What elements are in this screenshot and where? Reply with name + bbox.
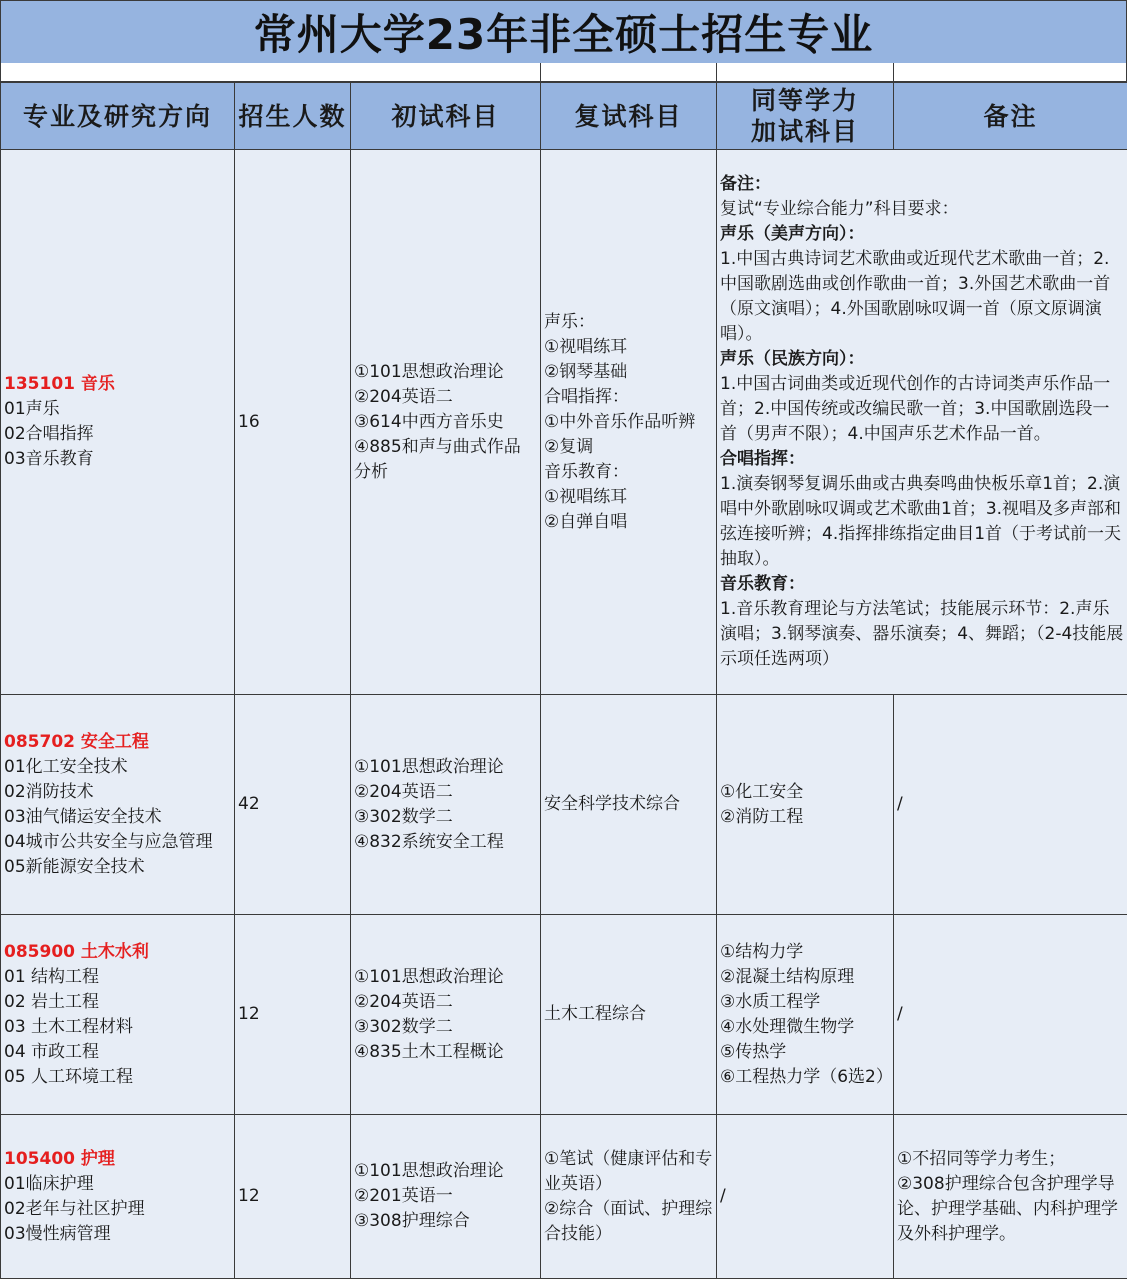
enrollment-cell: 12 <box>235 1115 351 1279</box>
retest-subjects-cell <box>541 695 717 915</box>
equivalent-subjects-cell <box>717 695 894 915</box>
initial-subjects-cell <box>351 915 541 1115</box>
direction-item: 05 人工环境工程 <box>4 1065 231 1090</box>
retest-item: ①笔试（健康评估和专业英语） <box>544 1147 713 1197</box>
header-enrollment: 招生人数 <box>235 83 351 150</box>
divider <box>540 63 541 81</box>
retest-item: 安全科学技术综合 <box>544 792 713 817</box>
direction-item: 03慢性病管理 <box>4 1222 231 1247</box>
retest-subjects-cell <box>541 1115 717 1279</box>
equivalent-item: ②消防工程 <box>720 805 890 830</box>
direction-item: 03 土木工程材料 <box>4 1015 231 1040</box>
retest-item: ②钢琴基础 <box>544 360 713 385</box>
music-remarks-cell <box>717 150 1127 695</box>
retest-subjects-cell <box>541 150 717 695</box>
equivalent-item: ⑤传热学 <box>720 1040 890 1065</box>
major-cell <box>1 1115 235 1279</box>
retest-item: 声乐： <box>544 310 713 335</box>
remarks-section-title: 合唱指挥： <box>720 447 1124 472</box>
equivalent-item: ①化工安全 <box>720 780 890 805</box>
direction-item: 05新能源安全技术 <box>4 855 231 880</box>
retest-item: ①视唱练耳 <box>544 485 713 510</box>
enrollment-cell: 16 <box>235 150 351 695</box>
subject-item: ①101思想政治理论 <box>354 965 537 990</box>
enrollment-cell: 42 <box>235 695 351 915</box>
subject-item: ③308护理综合 <box>354 1209 537 1234</box>
direction-item: 02老年与社区护理 <box>4 1197 231 1222</box>
remark-item: ①不招同等学力考生； <box>897 1147 1124 1172</box>
table-row <box>1 1115 1127 1279</box>
retest-item: 音乐教育： <box>544 460 713 485</box>
direction-item: 02消防技术 <box>4 780 231 805</box>
equivalent-item: ④水处理微生物学 <box>720 1015 890 1040</box>
retest-item: ②自弹自唱 <box>544 510 713 535</box>
subject-item: ④835土木工程概论 <box>354 1040 537 1065</box>
direction-item: 02合唱指挥 <box>4 422 231 447</box>
remarks-section-title: 音乐教育： <box>720 572 1124 597</box>
table-row <box>1 150 1127 695</box>
equivalent-item: ①结构力学 <box>720 940 890 965</box>
remarks-section-title: 声乐（美声方向）： <box>720 222 1124 247</box>
remarks-intro: 复试“专业综合能力”科目要求： <box>720 197 1124 222</box>
subject-item: ①101思想政治理论 <box>354 1159 537 1184</box>
subject-item: ①101思想政治理论 <box>354 755 537 780</box>
retest-item: ②综合（面试、护理综合技能） <box>544 1197 713 1247</box>
major-cell <box>1 150 235 695</box>
major-cell <box>1 915 235 1115</box>
major-code-name: 085702 安全工程 <box>4 730 231 755</box>
retest-item: 合唱指挥： <box>544 385 713 410</box>
direction-item: 04城市公共安全与应急管理 <box>4 830 231 855</box>
direction-item: 01声乐 <box>4 397 231 422</box>
subject-item: ①101思想政治理论 <box>354 360 537 385</box>
equivalent-subjects-cell: / <box>717 1115 894 1279</box>
remarks-section-text: 1.中国古典诗词艺术歌曲或近现代艺术歌曲一首；2.中国歌剧选曲或创作歌曲一首；3.外国艺术歌曲一首（原文演唱）；4.外国歌剧咏叹调一首（原文原调演唱）。 <box>720 247 1124 347</box>
retest-subjects-cell <box>541 915 717 1115</box>
major-code-name: 135101 音乐 <box>4 372 231 397</box>
remarks-section-text: 1.音乐教育理论与方法笔试；技能展示环节：2.声乐演唱；3.钢琴演奏、器乐演奏；4、舞蹈；（2-4技能展示项任选两项） <box>720 597 1124 672</box>
header-row <box>1 83 1127 150</box>
admissions-table <box>0 82 1127 1279</box>
header-initial-subjects: 初试科目 <box>351 83 541 150</box>
equivalent-subjects-cell <box>717 915 894 1115</box>
subject-item: ②204英语二 <box>354 780 537 805</box>
retest-item: ②复调 <box>544 435 713 460</box>
direction-item: 01化工安全技术 <box>4 755 231 780</box>
subject-item: ③614中西方音乐史 <box>354 410 537 435</box>
remarks-section-title: 声乐（民族方向）： <box>720 347 1124 372</box>
major-cell <box>1 695 235 915</box>
retest-item: ①中外音乐作品听辨 <box>544 410 713 435</box>
header-retest-subjects: 复试科目 <box>541 83 717 150</box>
major-code-name: 105400 护理 <box>4 1147 231 1172</box>
subject-item: ③302数学二 <box>354 805 537 830</box>
major-code-name: 085900 土木水利 <box>4 940 231 965</box>
retest-item: 土木工程综合 <box>544 1002 713 1027</box>
divider <box>716 63 717 81</box>
header-equivalent-subjects: 同等学力 加试科目 <box>717 83 894 150</box>
remarks-heading: 备注： <box>720 172 1124 197</box>
spacer-row <box>0 63 1127 82</box>
equivalent-item: ⑥工程热力学（6选2） <box>720 1065 890 1090</box>
retest-item: ①视唱练耳 <box>544 335 713 360</box>
direction-item: 03音乐教育 <box>4 447 231 472</box>
header-major: 专业及研究方向 <box>1 83 235 150</box>
subject-item: ③302数学二 <box>354 1015 537 1040</box>
subject-item: ④832系统安全工程 <box>354 830 537 855</box>
remarks-section-text: 1.中国古词曲类或近现代创作的古诗词类声乐作品一首；2.中国传统或改编民歌一首；3.中国歌剧选段一首（男声不限）；4.中国声乐艺术作品一首。 <box>720 372 1124 447</box>
divider <box>893 63 894 81</box>
remarks-cell: / <box>894 695 1127 915</box>
direction-item: 01临床护理 <box>4 1172 231 1197</box>
subject-item: ②204英语二 <box>354 990 537 1015</box>
initial-subjects-cell <box>351 150 541 695</box>
table-row <box>1 695 1127 915</box>
equivalent-item: ③水质工程学 <box>720 990 890 1015</box>
remarks-cell: / <box>894 915 1127 1115</box>
remarks-cell <box>894 1115 1127 1279</box>
enrollment-cell: 12 <box>235 915 351 1115</box>
initial-subjects-cell <box>351 1115 541 1279</box>
table-row <box>1 915 1127 1115</box>
remarks-section-text: 1.演奏钢琴复调乐曲或古典奏鸣曲快板乐章1首；2.演唱中外歌剧咏叹调或艺术歌曲1首；3.视唱及多声部和弦连接听辨；4.指挥排练指定曲目1首（于考试前一天抽取）。 <box>720 472 1124 572</box>
header-remarks: 备注 <box>894 83 1127 150</box>
direction-item: 01 结构工程 <box>4 965 231 990</box>
page-title: 常州大学23年非全硕士招生专业 <box>0 0 1127 64</box>
subject-item: ④885和声与曲式作品分析 <box>354 435 537 485</box>
subject-item: ②201英语一 <box>354 1184 537 1209</box>
direction-item: 04 市政工程 <box>4 1040 231 1065</box>
initial-subjects-cell <box>351 695 541 915</box>
direction-item: 03油气储运安全技术 <box>4 805 231 830</box>
remark-item: ②308护理综合包含护理学导论、护理学基础、内科护理学及外科护理学。 <box>897 1172 1124 1247</box>
equivalent-item: ②混凝土结构原理 <box>720 965 890 990</box>
subject-item: ②204英语二 <box>354 385 537 410</box>
direction-item: 02 岩土工程 <box>4 990 231 1015</box>
